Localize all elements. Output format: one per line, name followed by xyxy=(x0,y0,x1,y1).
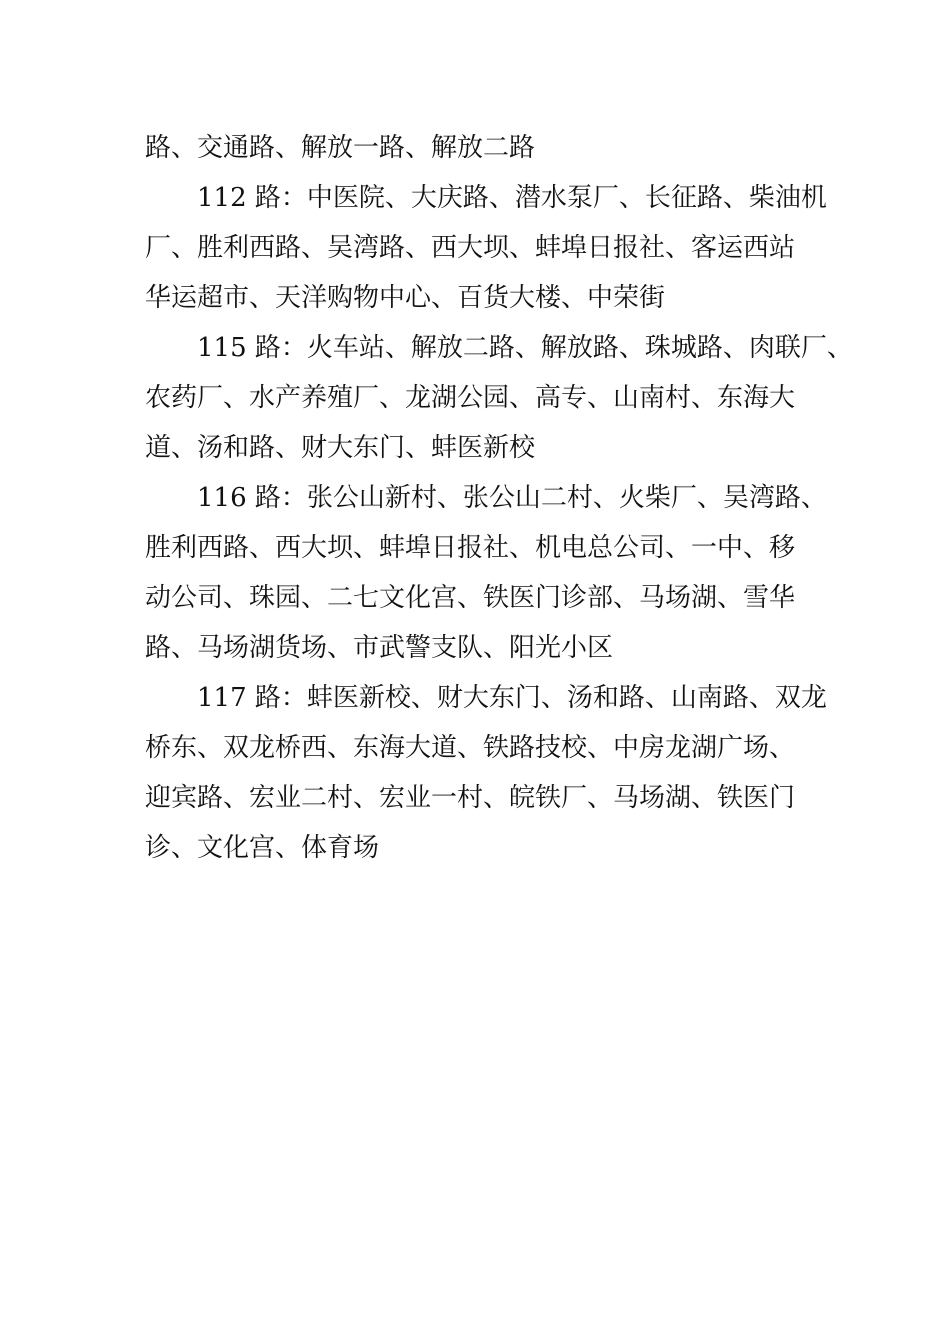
route-115-first-line: 115 路：火车站、解放二路、解放路、珠城路、肉联厂、 xyxy=(197,333,853,363)
text-line: 诊、文化宫、体育场 xyxy=(145,833,380,863)
text-line: 华运超市、天洋购物中心、百货大楼、中荣街 xyxy=(145,283,666,313)
text-line: 路、交通路、解放一路、解放二路 xyxy=(145,133,536,163)
route-117-first-line: 117 路：蚌医新校、财大东门、汤和路、山南路、双龙 xyxy=(197,683,827,713)
text-line: 迎宾路、宏业二村、宏业一村、皖铁厂、马场湖、铁医门 xyxy=(145,783,796,813)
text-line: 道、汤和路、财大东门、蚌医新校 xyxy=(145,433,536,463)
text-line: 路、马场湖货场、市武警支队、阳光小区 xyxy=(145,633,614,663)
text-line: 厂、胜利西路、吴湾路、西大坝、蚌埠日报社、客运西站 xyxy=(145,233,796,263)
route-116-first-line: 116 路：张公山新村、张公山二村、火柴厂、吴湾路、 xyxy=(197,483,827,513)
text-line: 桥东、双龙桥西、东海大道、铁路技校、中房龙湖广场、 xyxy=(145,733,796,763)
text-line: 胜利西路、西大坝、蚌埠日报社、机电总公司、一中、移 xyxy=(145,533,796,563)
route-list-text xyxy=(145,123,853,873)
text-line: 农药厂、水产养殖厂、龙湖公园、高专、山南村、东海大 xyxy=(145,383,796,413)
text-line: 动公司、珠园、二七文化宫、铁医门诊部、马场湖、雪华 xyxy=(145,583,796,613)
route-112-first-line: 112 路：中医院、大庆路、潜水泵厂、长征路、柴油机 xyxy=(197,183,827,213)
